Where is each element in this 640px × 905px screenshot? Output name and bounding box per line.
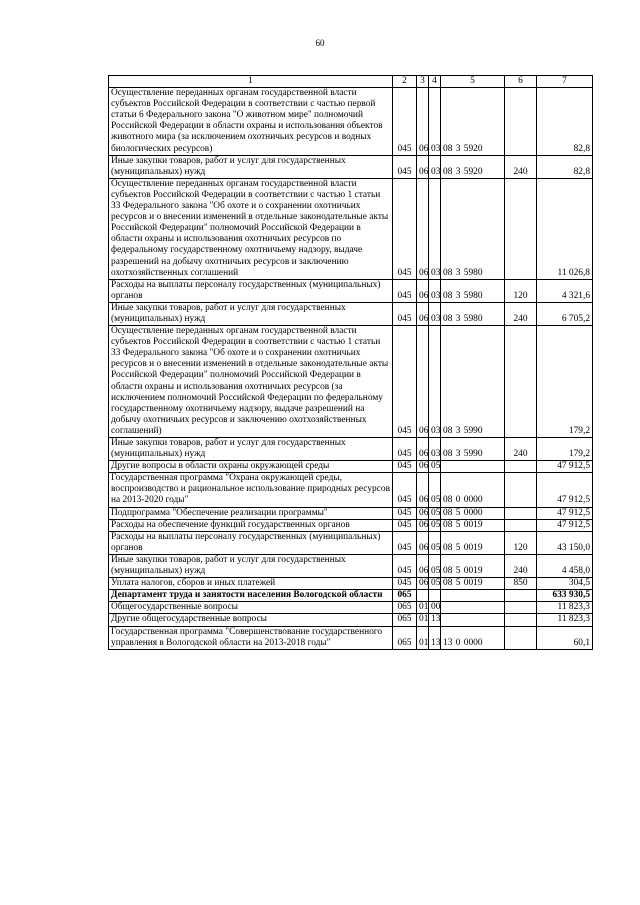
table-row [109, 438, 593, 461]
department-code: 045 [393, 578, 417, 590]
department-code: 045 [393, 473, 417, 507]
item-name: Осуществление переданных органам государственной власти субъектов Российской Федерации в соответствии с частью первой статьи 6 Федерального закона "О животном мире" полномочий Российской Федерации в области охраны и использования объектов животного мира (за исключением охотничьих ресурсов и водных биологических ресурсов) [109, 88, 393, 156]
expense-type-code: 850 [505, 578, 537, 590]
section-code: 06 [417, 326, 429, 438]
section-code [417, 590, 429, 602]
subsection-code: 05 [429, 519, 441, 531]
header-row [109, 76, 593, 88]
amount: 43 150,0 [537, 531, 593, 554]
department-code: 045 [393, 554, 417, 577]
department-code: 045 [393, 461, 417, 473]
table-row [109, 578, 593, 590]
subsection-code: 05 [429, 578, 441, 590]
section-code: 06 [417, 279, 429, 302]
subsection-code: 03 [429, 88, 441, 156]
table-row [109, 519, 593, 531]
table-row [109, 155, 593, 178]
header-col-7: 7 [537, 76, 593, 88]
expense-type-code: 240 [505, 438, 537, 461]
subsection-code: 05 [429, 507, 441, 519]
amount: 179,2 [537, 438, 593, 461]
subsection-code: 05 [429, 531, 441, 554]
item-name: Департамент труда и занятости населения Вологодской области [109, 590, 393, 602]
target-article-code [441, 590, 505, 602]
section-code: 06 [417, 302, 429, 325]
table-row [109, 88, 593, 156]
amount: 11 823,3 [537, 602, 593, 614]
section-code: 01 [417, 626, 429, 649]
item-name: Уплата налогов, сборов и иных платежей [109, 578, 393, 590]
subsection-code: 03 [429, 438, 441, 461]
department-code: 065 [393, 626, 417, 649]
department-code: 065 [393, 590, 417, 602]
page-number: 60 [315, 38, 325, 48]
table-row [109, 279, 593, 302]
section-code: 01 [417, 614, 429, 626]
table-row [109, 178, 593, 279]
target-article-code: 08 3 5980 [441, 178, 505, 279]
expense-type-code [505, 473, 537, 507]
amount: 47 912,5 [537, 461, 593, 473]
amount: 179,2 [537, 326, 593, 438]
section-code: 06 [417, 88, 429, 156]
amount: 47 912,5 [537, 507, 593, 519]
subsection-code: 03 [429, 178, 441, 279]
target-article-code: 08 3 5980 [441, 279, 505, 302]
table-row [109, 602, 593, 614]
department-code: 065 [393, 602, 417, 614]
subsection-code: 05 [429, 473, 441, 507]
expense-type-code [505, 590, 537, 602]
section-code: 06 [417, 178, 429, 279]
table-row [109, 326, 593, 438]
amount: 47 912,5 [537, 473, 593, 507]
target-article-code: 08 3 5980 [441, 302, 505, 325]
section-code: 06 [417, 473, 429, 507]
header-col-6: 6 [505, 76, 537, 88]
target-article-code [441, 461, 505, 473]
section-code: 06 [417, 507, 429, 519]
department-code: 045 [393, 302, 417, 325]
expense-type-code [505, 602, 537, 614]
section-code: 06 [417, 461, 429, 473]
section-code: 01 [417, 602, 429, 614]
expense-type-code [505, 614, 537, 626]
expense-type-code: 240 [505, 554, 537, 577]
item-name: Государственная программа "Охрана окружающей среды, воспроизводство и рациональное использование природных ресурсов на 2013-2020 годы" [109, 473, 393, 507]
header-col-5: 5 [441, 76, 505, 88]
department-code: 045 [393, 279, 417, 302]
amount: 82,8 [537, 88, 593, 156]
target-article-code [441, 602, 505, 614]
subsection-code: 13 [429, 614, 441, 626]
target-article-code: 08 3 5990 [441, 438, 505, 461]
table-row [109, 626, 593, 649]
amount: 47 912,5 [537, 519, 593, 531]
item-name: Расходы на выплаты персоналу государственных (муниципальных) органов [109, 279, 393, 302]
section-code: 06 [417, 578, 429, 590]
expense-type-code [505, 519, 537, 531]
subsection-code: 03 [429, 326, 441, 438]
table-row [109, 461, 593, 473]
target-article-code: 08 5 0019 [441, 578, 505, 590]
target-article-code: 08 5 0019 [441, 519, 505, 531]
expense-type-code [505, 178, 537, 279]
department-code: 045 [393, 178, 417, 279]
section-code: 06 [417, 519, 429, 531]
department-code: 045 [393, 507, 417, 519]
section-code: 06 [417, 531, 429, 554]
expense-type-code [505, 326, 537, 438]
target-article-code: 08 5 0019 [441, 531, 505, 554]
amount: 82,8 [537, 155, 593, 178]
header-col-1: 1 [109, 76, 393, 88]
expense-type-code: 240 [505, 302, 537, 325]
section-code: 06 [417, 438, 429, 461]
header-col-2: 2 [393, 76, 417, 88]
item-name: Иные закупки товаров, работ и услуг для государственных (муниципальных) нужд [109, 554, 393, 577]
item-name: Подпрограмма "Обеспечение реализации программы" [109, 507, 393, 519]
budget-table [108, 75, 593, 650]
item-name: Иные закупки товаров, работ и услуг для государственных (муниципальных) нужд [109, 438, 393, 461]
section-code: 06 [417, 155, 429, 178]
subsection-code: 03 [429, 302, 441, 325]
target-article-code: 08 3 5920 [441, 155, 505, 178]
expense-type-code: 120 [505, 279, 537, 302]
department-code: 045 [393, 438, 417, 461]
department-code: 045 [393, 88, 417, 156]
amount: 304,5 [537, 578, 593, 590]
item-name: Расходы на выплаты персоналу государственных (муниципальных) органов [109, 531, 393, 554]
amount: 633 930,5 [537, 590, 593, 602]
expense-type-code: 120 [505, 531, 537, 554]
target-article-code: 08 3 5990 [441, 326, 505, 438]
department-code: 045 [393, 519, 417, 531]
item-name: Иные закупки товаров, работ и услуг для государственных (муниципальных) нужд [109, 155, 393, 178]
target-article-code: 08 0 0000 [441, 473, 505, 507]
amount: 60,1 [537, 626, 593, 649]
section-code: 06 [417, 554, 429, 577]
department-code: 065 [393, 614, 417, 626]
item-name: Общегосударственные вопросы [109, 602, 393, 614]
target-article-code [441, 614, 505, 626]
item-name: Другие общегосударственные вопросы [109, 614, 393, 626]
amount: 6 705,2 [537, 302, 593, 325]
header-col-4: 4 [429, 76, 441, 88]
item-name: Расходы на обеспечение функций государственных органов [109, 519, 393, 531]
item-name: Осуществление переданных органам государственной власти субъектов Российской Федерации в соответствии с частью 1 статьи 33 Федерального закона "Об охоте и о сохранении охотничьих ресурсов и о внесении изменений в отдельные законодательные акты Российской Федерации" полномочий Российской Федерации в области охраны и использования охотничьих ресурсов (за исключением полномочий Российской Федерации по федеральному государственному охотничьему надзору, выдаче разрешений на добычу охотничьих ресурсов и заключению охотхозяйственных соглашений) [109, 326, 393, 438]
amount: 11 823,3 [537, 614, 593, 626]
subsection-code: 13 [429, 626, 441, 649]
item-name: Иные закупки товаров, работ и услуг для государственных (муниципальных) нужд [109, 302, 393, 325]
subsection-code: 00 [429, 602, 441, 614]
target-article-code: 13 0 0000 [441, 626, 505, 649]
department-code: 045 [393, 531, 417, 554]
table-row [109, 531, 593, 554]
table-row [109, 590, 593, 602]
table-row [109, 302, 593, 325]
subsection-code: 05 [429, 461, 441, 473]
target-article-code: 08 5 0000 [441, 507, 505, 519]
table-row [109, 554, 593, 577]
amount: 4 321,6 [537, 279, 593, 302]
amount: 4 458,0 [537, 554, 593, 577]
target-article-code: 08 3 5920 [441, 88, 505, 156]
table-row [109, 507, 593, 519]
item-name: Другие вопросы в области охраны окружающей среды [109, 461, 393, 473]
department-code: 045 [393, 326, 417, 438]
item-name: Государственная программа "Совершенствование государственного управления в Вологодской области на 2013-2018 годы" [109, 626, 393, 649]
subsection-code [429, 590, 441, 602]
table-row [109, 473, 593, 507]
subsection-code: 03 [429, 279, 441, 302]
subsection-code: 05 [429, 554, 441, 577]
expense-type-code [505, 461, 537, 473]
expense-type-code [505, 626, 537, 649]
subsection-code: 03 [429, 155, 441, 178]
expense-type-code [505, 88, 537, 156]
item-name: Осуществление переданных органам государственной власти субъектов Российской Федерации в соответствии с частью 1 статьи 33 Федерального закона "Об охоте и о сохранении охотничьих ресурсов и о внесении изменений в отдельные законодательные акты Российской Федерации" полномочий Российской Федерации в области охраны и использования охотничьих ресурсов по федеральному государственному охотничьему надзору, выдаче разрешений на добычу охотничьих ресурсов и заключению охотхозяйственных соглашений [109, 178, 393, 279]
table-row [109, 614, 593, 626]
target-article-code: 08 5 0019 [441, 554, 505, 577]
expense-type-code: 240 [505, 155, 537, 178]
header-col-3: 3 [417, 76, 429, 88]
department-code: 045 [393, 155, 417, 178]
expense-type-code [505, 507, 537, 519]
amount: 11 026,8 [537, 178, 593, 279]
